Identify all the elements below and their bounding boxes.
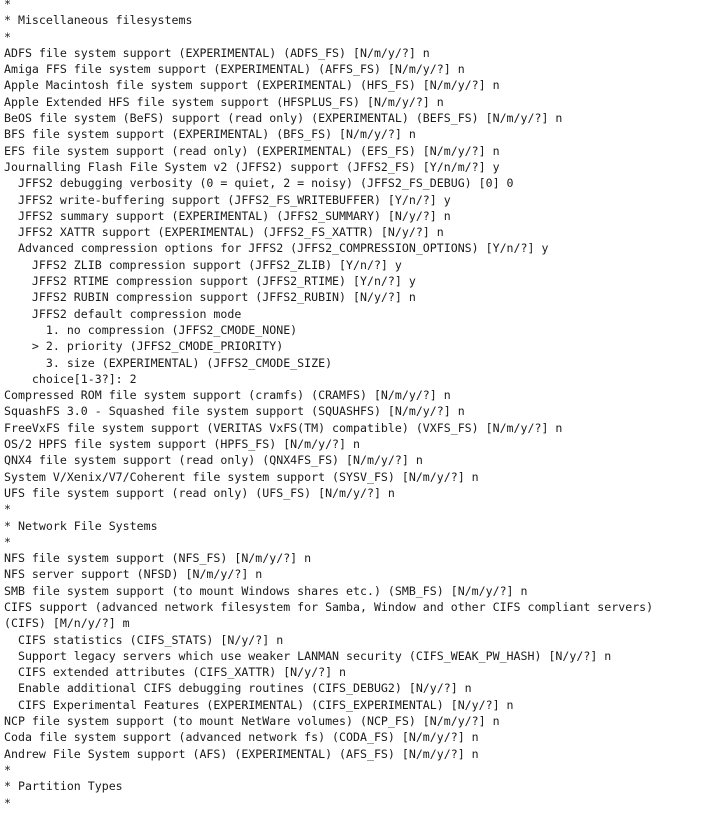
terminal-line: System V/Xenix/V7/Coherent file system support (SYSV_FS) [N/m/y/?] n (4, 469, 479, 484)
terminal-line: JFFS2 RTIME compression support (JFFS2_RTIME) [Y/n/?] y (4, 274, 416, 289)
terminal-line: * Network File Systems (4, 518, 158, 533)
terminal-line: * (4, 0, 11, 11)
terminal-line: * (4, 762, 11, 777)
terminal-line: Andrew File System support (AFS) (EXPERIMENTAL) (AFS_FS) [N/m/y/?] n (4, 746, 479, 761)
terminal-line: FreeVxFS file system support (VERITAS VxFS(TM) compatible) (VXFS_FS) [N/m/y/?] n (4, 420, 563, 435)
terminal-line: JFFS2 default compression mode (4, 306, 242, 321)
terminal-line: SMB file system support (to mount Windows shares etc.) (SMB_FS) [N/m/y/?] n (4, 583, 528, 598)
terminal-line: * Partition Types (4, 779, 123, 794)
terminal-line: Apple Macintosh file system support (EXPERIMENTAL) (HFS_FS) [N/m/y/?] n (4, 78, 500, 93)
terminal-line: JFFS2 write-buffering support (JFFS2_FS_WRITEBUFFER) [Y/n/?] y (4, 192, 451, 207)
terminal-line: ADFS file system support (EXPERIMENTAL) (ADFS_FS) [N/m/y/?] n (4, 45, 430, 60)
terminal-line: NFS server support (NFSD) [N/m/y/?] n (4, 567, 263, 582)
terminal-line: Journalling Flash File System v2 (JFFS2) support (JFFS2_FS) [Y/n/m/?] y (4, 159, 500, 174)
terminal-line: CIFS Experimental Features (EXPERIMENTAL) (CIFS_EXPERIMENTAL) [N/y/?] n (4, 697, 514, 712)
terminal-line: * (4, 29, 11, 44)
terminal-line: * (4, 502, 11, 517)
terminal-line: * (4, 795, 11, 810)
terminal-line: NFS file system support (NFS_FS) [N/m/y/?] n (4, 551, 312, 566)
terminal-line: SquashFS 3.0 - Squashed file system support (SQUASHFS) [N/m/y/?] n (4, 404, 465, 419)
terminal-line: JFFS2 ZLIB compression support (JFFS2_ZLIB) [Y/n/?] y (4, 257, 402, 272)
terminal-line: Apple Extended HFS file system support (HFSPLUS_FS) [N/m/y/?] n (4, 94, 444, 109)
terminal-line: Advanced compression options for JFFS2 (JFFS2_COMPRESSION_OPTIONS) [Y/n/?] y (4, 241, 549, 256)
terminal-line: CIFS statistics (CIFS_STATS) [N/y/?] n (4, 632, 284, 647)
terminal-line: JFFS2 RUBIN compression support (JFFS2_RUBIN) [N/y/?] n (4, 290, 416, 305)
terminal-line: BeOS file system (BeFS) support (read only) (EXPERIMENTAL) (BEFS_FS) [N/m/y/?] n (4, 111, 563, 126)
terminal-line: 3. size (EXPERIMENTAL) (JFFS2_CMODE_SIZE) (4, 355, 333, 370)
terminal-line: choice[1-3?]: 2 (4, 371, 137, 386)
terminal-line: EFS file system support (read only) (EXPERIMENTAL) (EFS_FS) [N/m/y/?] n (4, 143, 500, 158)
terminal-line: CIFS support (advanced network filesystem for Samba, Window and other CIFS compliant servers) (4, 599, 654, 614)
terminal-line: Coda file system support (advanced network fs) (CODA_FS) [N/m/y/?] n (4, 730, 479, 745)
terminal-line: (CIFS) [M/n/y/?] m (4, 616, 130, 631)
terminal-line: > 2. priority (JFFS2_CMODE_PRIORITY) (4, 339, 284, 354)
terminal-line: JFFS2 summary support (EXPERIMENTAL) (JFFS2_SUMMARY) [N/y/?] n (4, 208, 451, 223)
terminal-line: Amiga FFS file system support (EXPERIMENTAL) (AFFS_FS) [N/m/y/?] n (4, 62, 465, 77)
terminal-line: JFFS2 XATTR support (EXPERIMENTAL) (JFFS2_FS_XATTR) [N/y/?] n (4, 225, 444, 240)
terminal-line: NCP file system support (to mount NetWare volumes) (NCP_FS) [N/m/y/?] n (4, 714, 500, 729)
terminal-line: Support legacy servers which use weaker LANMAN security (CIFS_WEAK_PW_HASH) [N/y/?] n (4, 648, 612, 663)
terminal-line: BFS file system support (EXPERIMENTAL) (BFS_FS) [N/m/y/?] n (4, 127, 416, 142)
terminal-line: Enable additional CIFS debugging routines (CIFS_DEBUG2) [N/y/?] n (4, 681, 472, 696)
terminal-line: QNX4 file system support (read only) (QNX4FS_FS) [N/m/y/?] n (4, 453, 423, 468)
terminal-line: CIFS extended attributes (CIFS_XATTR) [N/y/?] n (4, 665, 347, 680)
terminal-line: 1. no compression (JFFS2_CMODE_NONE) (4, 322, 298, 337)
terminal-line: OS/2 HPFS file system support (HPFS_FS) [N/m/y/?] n (4, 437, 360, 452)
terminal-line: JFFS2 debugging verbosity (0 = quiet, 2 = noisy) (JFFS2_FS_DEBUG) [0] 0 (4, 176, 514, 191)
terminal-line: * (4, 534, 11, 549)
terminal-line: UFS file system support (read only) (UFS_FS) [N/m/y/?] n (4, 485, 395, 500)
terminal-line: Compressed ROM file system support (cramfs) (CRAMFS) [N/m/y/?] n (4, 388, 451, 403)
terminal-line: * Miscellaneous filesystems (4, 13, 193, 28)
